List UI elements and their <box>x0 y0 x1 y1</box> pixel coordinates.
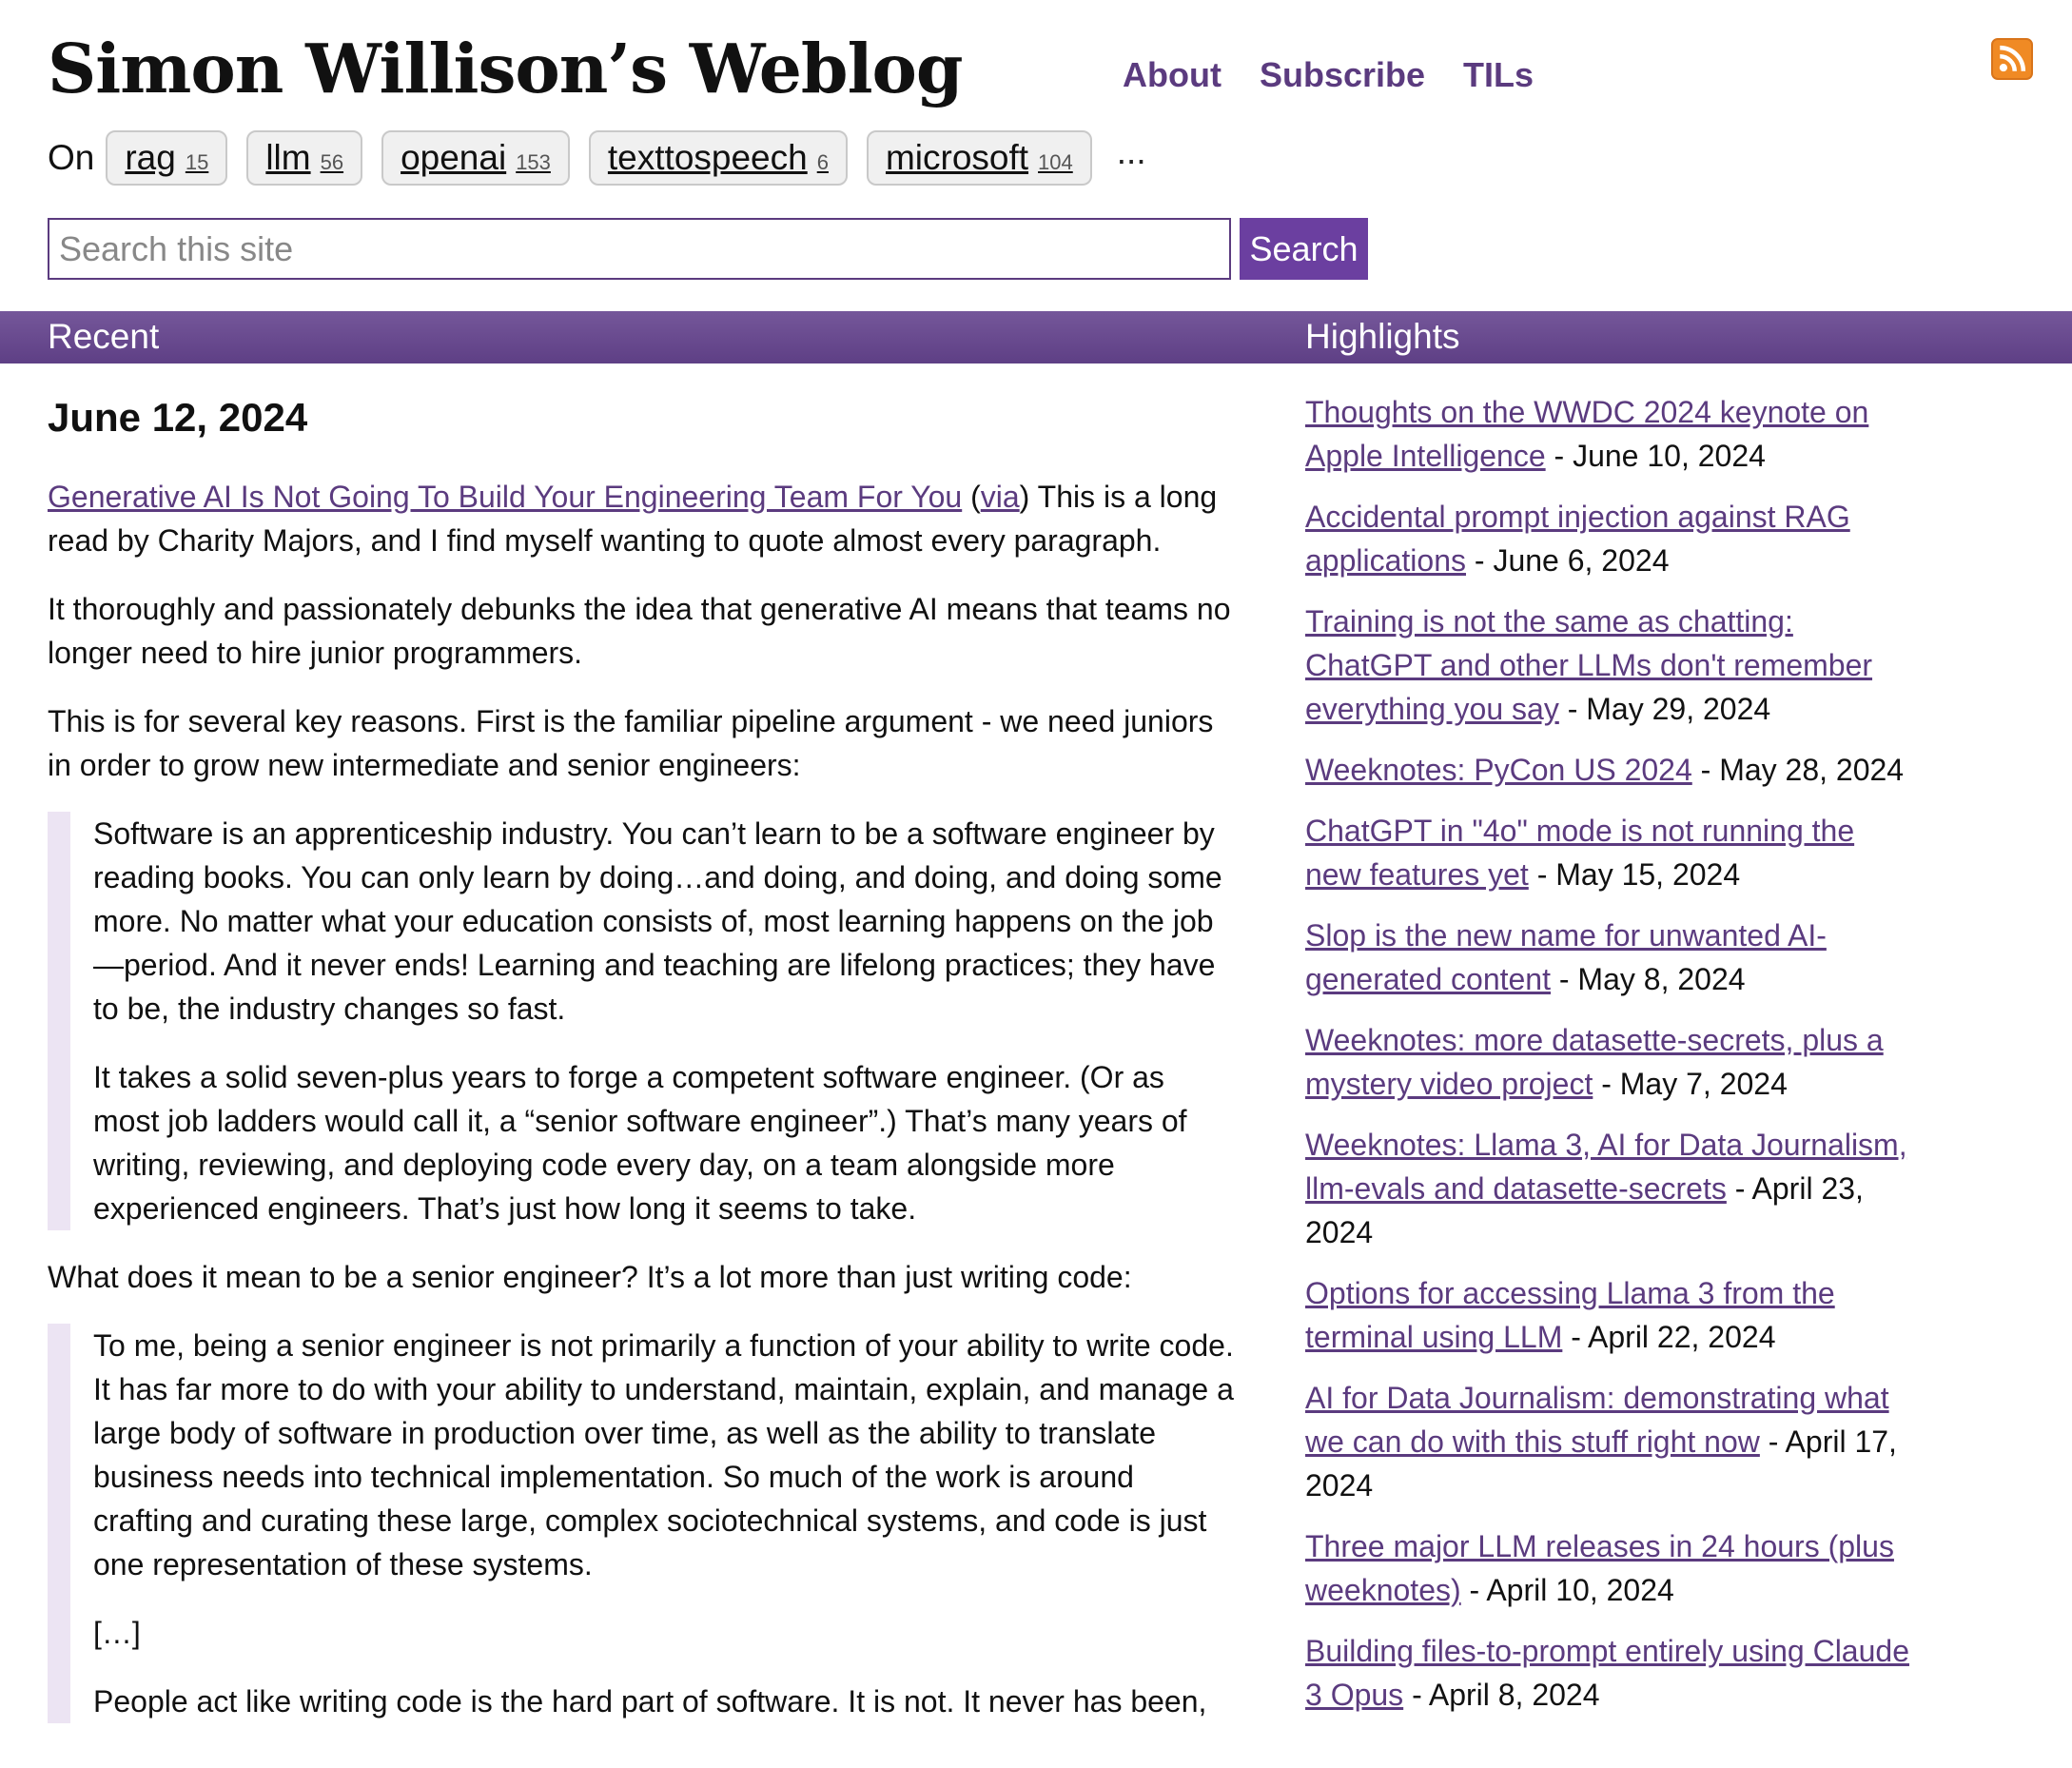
highlight-item <box>1305 1018 1914 1106</box>
search-input[interactable] <box>48 218 1231 280</box>
tag-name: openai <box>401 138 507 177</box>
highlight-item <box>1305 390 1914 478</box>
tag-name: llm <box>265 138 311 177</box>
nav-tils-link[interactable]: TILs <box>1463 55 1534 94</box>
highlight-item <box>1305 1629 1914 1717</box>
tag-count: 56 <box>320 150 344 174</box>
more-tags-ellipsis[interactable]: ... <box>1116 132 1146 171</box>
quote-paragraph: It takes a solid seven-plus years to forge a competent software engineer. (Or as most job ladders would call it, a “senior software engineer”.) That’s many years of writing, reviewing, and deploying code every day, on a team alongside more experienced engineers. That’s just how long it seems to take. <box>93 1060 1187 1226</box>
highlight-item <box>1305 1123 1914 1254</box>
post-title-link[interactable]: Generative AI Is Not Going To Build Your Engineering Team For You <box>48 480 963 514</box>
highlight-link[interactable]: Thoughts on the WWDC 2024 keynote on Apple Intelligence <box>1305 395 1869 473</box>
highlight-date: - May 28, 2024 <box>1691 753 1905 787</box>
tag-count: 104 <box>1038 150 1073 174</box>
blockquote <box>48 812 1237 1230</box>
highlight-link[interactable]: Building files-to-prompt entirely using Claude 3 Opus <box>1305 1634 1909 1712</box>
highlight-date: - April 8, 2024 <box>1403 1678 1600 1712</box>
intro-text: ) This is a long read by Charity Majors, and I find myself wanting to quote almost every paragraph. <box>48 480 1218 558</box>
highlight-item <box>1305 599 1914 731</box>
quote-paragraph: Software is an apprenticeship industry. You can’t learn to be a software engineer by reading books. You can only learn by doing…and doing, and doing, and doing some more. No matter what your education consists of, most learning happens on the job—period. And it never ends! Learning and teaching are lifelong practices; they have to be, the industry changes so fast. <box>93 816 1222 1026</box>
highlight-link[interactable]: Options for accessing Llama 3 from the terminal using LLM <box>1305 1276 1835 1354</box>
tag-name: microsoft <box>885 138 1029 177</box>
top-nav <box>1123 55 1534 95</box>
highlight-link[interactable]: Weeknotes: Llama 3, AI for Data Journalism, llm-evals and datasette-secrets <box>1305 1128 1907 1206</box>
tag-count: 6 <box>816 150 829 174</box>
site-title[interactable]: Simon Willison’s Weblog <box>48 29 963 108</box>
highlight-date: - May 8, 2024 <box>1550 962 1746 996</box>
post-date-heading[interactable]: June 12, 2024 <box>48 395 308 440</box>
quote-paragraph: People act like writing code is the hard part of software. It is not. It never has been, <box>93 1684 1207 1719</box>
tag-row-label: On <box>48 138 95 177</box>
highlight-item <box>1305 1271 1914 1359</box>
highlight-link[interactable]: Accidental prompt injection against RAG applications <box>1305 500 1850 578</box>
highlight-date: - June 10, 2024 <box>1545 439 1766 473</box>
tag-name: texttospeech <box>607 138 808 177</box>
post-intro-paragraph <box>48 475 1237 562</box>
highlights-list <box>1305 390 1914 1734</box>
post-paragraph: This is for several key reasons. First is the familiar pipeline argument - we need juniors in order to grow new intermediate and senior engineers: <box>48 704 1214 782</box>
highlight-date: - May 29, 2024 <box>1558 692 1771 726</box>
rss-feed-icon[interactable] <box>1991 38 2033 80</box>
tag-row <box>48 131 1146 185</box>
highlight-item <box>1305 1524 1914 1612</box>
tag-llm[interactable] <box>246 130 362 186</box>
nav-subscribe-link[interactable]: Subscribe <box>1259 55 1426 94</box>
rss-glyph <box>1993 40 2031 78</box>
highlight-item <box>1305 748 1914 792</box>
tag-texttospeech[interactable] <box>589 130 848 186</box>
highlight-item <box>1305 809 1914 896</box>
paren-text: ( <box>962 480 981 514</box>
post-paragraph: What does it mean to be a senior engineer? It’s a lot more than just writing code: <box>48 1260 1132 1294</box>
tag-openai[interactable] <box>381 130 570 186</box>
section-header-bar <box>0 311 2072 363</box>
highlight-link[interactable]: Slop is the new name for unwanted AI-generated content <box>1305 918 1827 996</box>
highlight-date: - May 15, 2024 <box>1528 857 1741 892</box>
quote-paragraph: […] <box>93 1616 141 1650</box>
highlight-date: - April 10, 2024 <box>1460 1573 1674 1607</box>
recent-section-label: Recent <box>48 317 160 356</box>
quote-paragraph: To me, being a senior engineer is not primarily a function of your ability to write code. It has far more to do with your ability to understand, maintain, explain, and manage a large body of software in production over time, as well as the ability to translate business needs into technical implementation. So much of the work is around crafting and curating these large, complex sociotechnical systems, and code is just one representation of these systems. <box>93 1328 1234 1581</box>
recent-content <box>48 395 1237 1748</box>
highlights-section-label: Highlights <box>1305 317 1460 356</box>
search-button[interactable]: Search <box>1240 218 1368 280</box>
post-paragraph: It thoroughly and passionately debunks the idea that generative AI means that teams no longer need to hire junior programmers. <box>48 592 1231 670</box>
highlight-link[interactable]: ChatGPT in "4o" mode is not running the new features yet <box>1305 814 1855 892</box>
tag-microsoft[interactable] <box>867 130 1092 186</box>
highlight-date: - April 23, 2024 <box>1305 1171 1864 1249</box>
highlight-link[interactable]: Weeknotes: PyCon US 2024 <box>1305 753 1692 787</box>
highlight-link[interactable]: Three major LLM releases in 24 hours (plus weeknotes) <box>1305 1529 1894 1607</box>
tag-name: rag <box>125 138 176 177</box>
highlight-item <box>1305 913 1914 1001</box>
highlight-date: - June 6, 2024 <box>1466 543 1670 578</box>
highlight-date: - May 7, 2024 <box>1593 1067 1788 1101</box>
tag-count: 153 <box>516 150 551 174</box>
highlight-item <box>1305 495 1914 582</box>
highlight-link[interactable]: Training is not the same as chatting: ChatGPT and other LLMs don't remember everything you say <box>1305 604 1873 726</box>
highlight-item <box>1305 1376 1914 1507</box>
highlight-date: - April 22, 2024 <box>1562 1320 1776 1354</box>
tag-rag[interactable] <box>106 130 227 186</box>
highlight-link[interactable]: AI for Data Journalism: demonstrating what we can do with this stuff right now <box>1305 1381 1889 1459</box>
nav-about-link[interactable]: About <box>1123 55 1222 94</box>
via-link[interactable]: via <box>980 480 1020 514</box>
tag-count: 15 <box>185 150 209 174</box>
highlight-link[interactable]: Weeknotes: more datasette-secrets, plus a mystery video project <box>1305 1023 1884 1101</box>
highlight-date: - April 17, 2024 <box>1305 1424 1897 1503</box>
blockquote <box>48 1324 1237 1723</box>
